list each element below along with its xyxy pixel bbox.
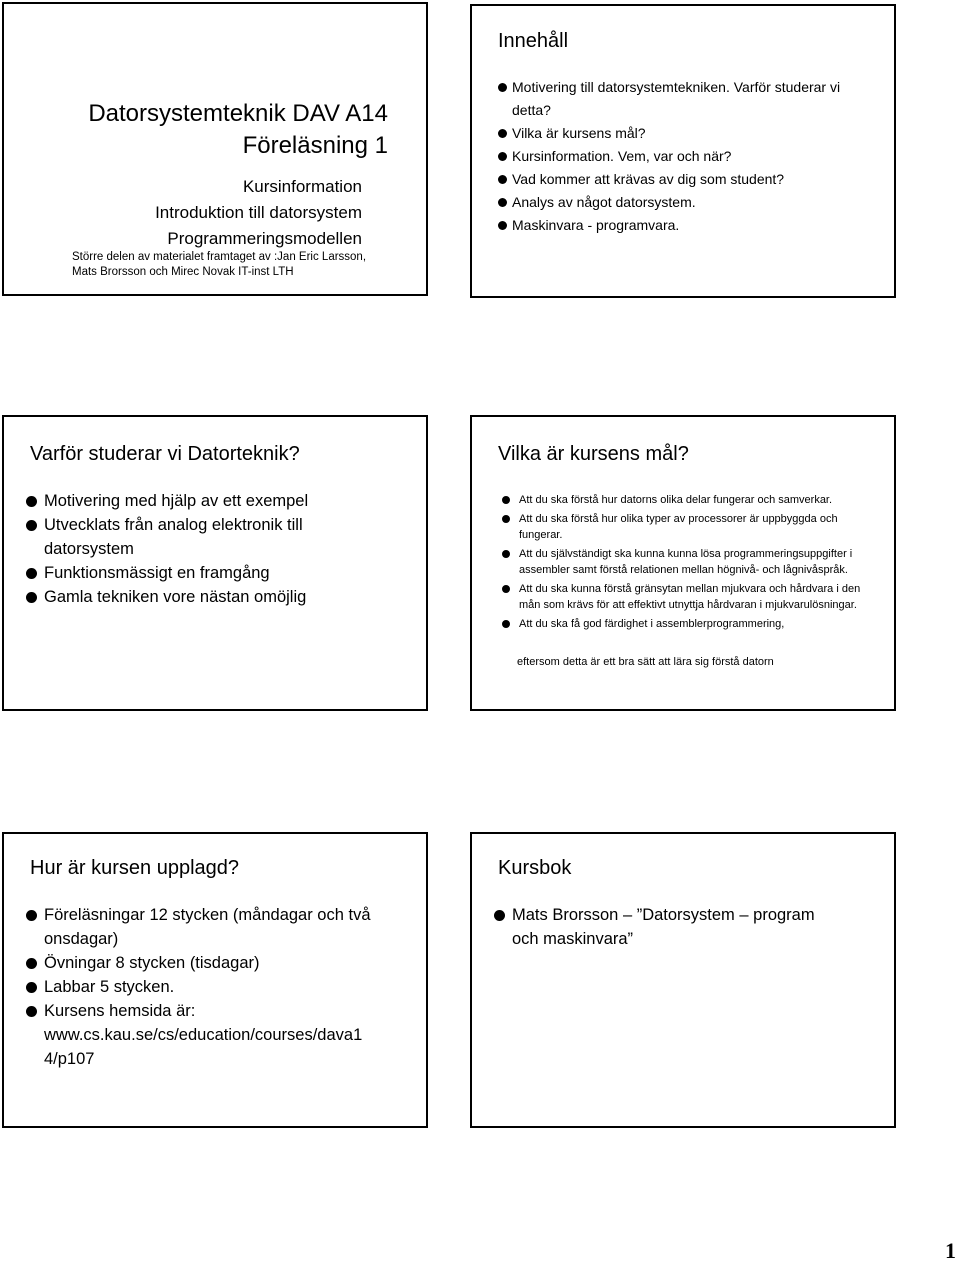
bullet-dot-icon (26, 520, 37, 531)
bullet-item (26, 951, 402, 975)
bullet-dot-icon (502, 550, 510, 558)
bullet-item (26, 975, 402, 999)
bullet-dot-icon (498, 221, 507, 230)
bullet-dot-icon (498, 152, 507, 161)
bullet-list (498, 76, 858, 237)
slide-heading: Innehåll (498, 30, 569, 52)
bullet-text: Att du ska kunna förstå gränsytan mellan mjukvara och hårdvara i den mån som krävs för att effektivt utnyttja hårdvaran i mjukvarulösningar. (519, 583, 861, 611)
bullet-text: Kursens hemsida är: www.cs.kau.se/cs/education/courses/dava1 4/p107 (44, 1002, 363, 1068)
bullet-item (498, 168, 858, 191)
bullet-list (502, 492, 882, 635)
bullet-dot-icon (502, 585, 510, 593)
slide-motivation (2, 415, 428, 711)
bullet-text: Maskinvara - programvara. (512, 217, 680, 233)
bullet-dot-icon (498, 129, 507, 138)
bullet-text: Gamla tekniken vore nästan omöjlig (44, 588, 307, 606)
bullet-item (502, 581, 882, 613)
slide-heading: Kursbok (498, 857, 572, 879)
bullet-list (26, 903, 402, 1071)
subtitle-line: Programmeringsmodellen (167, 229, 362, 248)
bullet-text: Att du ska förstå hur datorns olika delar fungerar och samverkar. (519, 494, 833, 506)
bullet-item (502, 492, 882, 508)
bullet-item (26, 903, 402, 951)
bullet-text: Funktionsmässigt en framgång (44, 564, 270, 582)
bullet-dot-icon (494, 910, 505, 921)
bullet-text: Föreläsningar 12 stycken (måndagar och två onsdagar) (44, 906, 371, 948)
slide-contents (470, 4, 896, 298)
bullet-item (26, 489, 356, 513)
bullet-dot-icon (26, 982, 37, 993)
credit-text: Större delen av materialet framtaget av :Jan Eric Larsson, Mats Brorsson och Mirec Novak IT-inst LTH (72, 251, 367, 278)
slide-goals (470, 415, 896, 711)
bullet-text: Motivering till datorsystemtekniken. Varför studerar vi detta? (512, 79, 841, 118)
bullet-item (498, 122, 858, 145)
slide-heading: Varför studerar vi Datorteknik? (30, 443, 300, 465)
bullet-text: Utvecklats från analog elektronik till datorsystem (44, 516, 303, 558)
bullet-item (498, 191, 858, 214)
continuation-text: eftersom detta är ett bra sätt att lära sig förstå datorn (517, 656, 774, 668)
bullet-text: Vilka är kursens mål? (512, 125, 646, 141)
bullet-item (498, 214, 858, 237)
bullet-dot-icon (498, 198, 507, 207)
bullet-dot-icon (498, 175, 507, 184)
bullet-text: Att du självständigt ska kunna kunna lösa programmeringsuppgifter i assembler samt förstå relationen mellan högnivå- och lågnivåspråk. (519, 548, 853, 576)
subtitle-line: Kursinformation (242, 177, 362, 196)
bullet-list (26, 489, 356, 609)
bullet-text: Att du ska förstå hur olika typer av processorer är uppbyggda och fungerar. (519, 513, 838, 541)
bullet-dot-icon (26, 1006, 37, 1017)
bullet-text: Kursinformation. Vem, var och när? (512, 148, 732, 164)
bullet-dot-icon (26, 910, 37, 921)
subtitle-line: Introduktion till datorsystem (155, 203, 362, 222)
bullet-dot-icon (498, 83, 507, 92)
slide-course-book (470, 832, 896, 1128)
bullet-text: Vad kommer att krävas av dig som student? (512, 171, 785, 187)
bullet-dot-icon (26, 592, 37, 603)
bullet-dot-icon (502, 496, 510, 504)
bullet-dot-icon (26, 958, 37, 969)
bullet-dot-icon (502, 515, 510, 523)
slide-course-structure (2, 832, 428, 1128)
bullet-text: Att du ska få god färdighet i assemblerprogrammering, (519, 618, 785, 630)
bullet-item (502, 616, 882, 632)
bullet-text: Motivering med hjälp av ett exempel (44, 492, 309, 510)
bullet-dot-icon (502, 620, 510, 628)
course-subtitle (155, 174, 362, 252)
course-title-line: Datorsystemteknik DAV A14 (88, 100, 388, 127)
page-number: 1 (945, 1238, 956, 1263)
slide-title (2, 2, 428, 296)
bullet-text: Analys av något datorsystem. (512, 194, 696, 210)
bullet-item (502, 546, 882, 578)
course-title-line: Föreläsning 1 (242, 132, 388, 159)
bullet-item (498, 145, 858, 168)
bullet-text: Mats Brorsson – ”Datorsystem – program och maskinvara” (512, 906, 815, 948)
bullet-dot-icon (26, 568, 37, 579)
bullet-item (498, 76, 858, 122)
bullet-item (26, 561, 356, 585)
bullet-dot-icon (26, 496, 37, 507)
slide-heading: Vilka är kursens mål? (498, 443, 689, 465)
slide-heading: Hur är kursen upplagd? (30, 857, 240, 879)
bullet-item (26, 513, 356, 561)
bullet-list (494, 903, 834, 951)
bullet-item (26, 585, 356, 609)
bullet-item (494, 903, 834, 951)
bullet-text: Övningar 8 stycken (tisdagar) (44, 954, 260, 972)
bullet-text: Labbar 5 stycken. (44, 978, 175, 996)
course-title (88, 98, 388, 162)
bullet-item (502, 511, 882, 543)
bullet-item (26, 999, 402, 1071)
